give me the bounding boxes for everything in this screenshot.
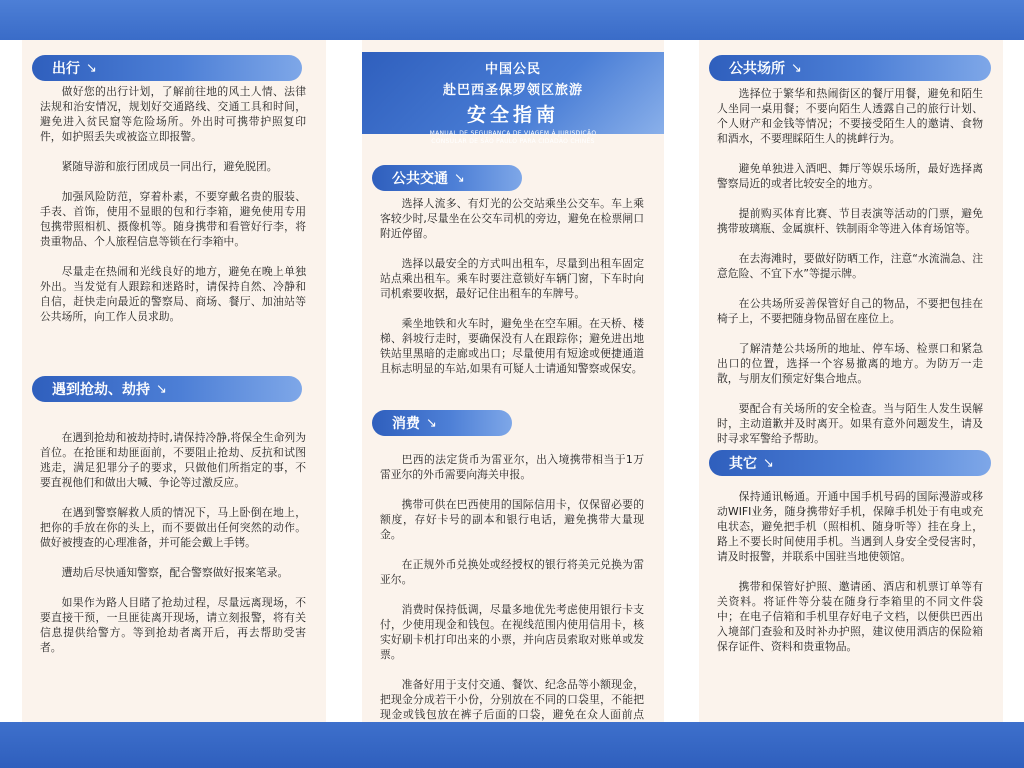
arrow-icon: ↘ <box>791 60 802 76</box>
section-title: 公共场所 <box>729 61 785 77</box>
subtitle-line1: MANUAL DE SEGURANÇA DE VIAGEM À JURISDIÇÃO <box>429 130 597 137</box>
section-header-qiangjie[interactable] <box>32 376 302 402</box>
section-header-chuxing[interactable] <box>32 55 302 81</box>
section-title: 出行 <box>52 61 80 77</box>
paragraph: 选择人流多、有灯光的公交站乘坐公交车。车上乘客较少时,尽量坐在公交车司机的旁边，避免在检票闸口附近停留。 <box>380 197 644 240</box>
paragraph: 做好您的出行计划，了解前往地的风土人情、法律法规和治安情况，规划好交通路线、交通工具和时间，避免进入贫民窟等危险场所。外出时可携带护照复印件，如护照丢失或被盗立即报警。 <box>40 85 306 143</box>
arrow-icon: ↘ <box>426 415 437 431</box>
paragraph: 了解清楚公共场所的地址、停车场、检票口和紧急出口的位置，选择一个容易撤离的地方。为防万一走散，与朋友们预定好集合地点。 <box>717 342 983 385</box>
paragraph: 在去海滩时，要做好防晒工作，注意“水流湍急、注意危险、不宜下水”等提示牌。 <box>717 252 983 280</box>
section-header-gongjiao[interactable] <box>372 165 522 191</box>
paragraph: 携带可供在巴西使用的国际信用卡，仅保留必要的额度，存好卡号的副本和银行电话，避免携带大量现金。 <box>380 498 644 541</box>
paragraph: 选择位于繁华和热闹街区的餐厅用餐，避免和陌生人坐同一桌用餐；不要向陌生人透露自己的旅行计划、个人财产和金钱等情况；不要接受陌生人的邀请、食物和酒水，不要理睬陌生人的挑衅行为。 <box>717 87 983 145</box>
arrow-icon: ↘ <box>156 381 167 397</box>
paragraph: 选择以最安全的方式叫出租车，尽量到出租车固定站点乘出租车。乘车时要注意锁好车辆门窗，下车时向司机索要收据，最好记住出租车的车牌号。 <box>380 257 644 300</box>
section-body-gongjiao <box>362 196 664 391</box>
section-body-gonggong <box>699 86 1003 461</box>
top-band <box>0 0 1024 40</box>
section-body-qita <box>699 489 1003 669</box>
section-body-qiangjie <box>22 430 326 670</box>
paragraph: 乘坐地铁和火车时，避免坐在空车厢。在天桥、楼梯、斜坡行走时，要确保没有人在跟踪你；避免进出地铁站里黑暗的走廊或出口；尽量使用有短途或便捷通道且标志明显的车站,如果有可疑人士请通知警察或保安。 <box>380 317 644 375</box>
arrow-icon: ↘ <box>454 170 465 186</box>
title-line1: 中国公民 <box>484 62 541 77</box>
paragraph: 在遇到警察解救人质的情况下，马上卧倒在地上，把你的手放在你的头上，而不要做出任何突然的动作。做好被搜查的心理准备，并可能会戴上手铐。 <box>40 506 306 549</box>
panel-right <box>699 40 1003 722</box>
paragraph: 加强风险防范，穿着朴素，不要穿戴名贵的服装、手表、首饰，使用不显眼的包和行李箱，避免使用专用包携带照相机、摄像机等。随身携带和看管好行李，将贵重物品、个人旅程信息等锁在行李箱中。 <box>40 190 306 248</box>
paragraph: 巴西的法定货币为雷亚尔，出入境携带相当于1万雷亚尔的外币需要向海关申报。 <box>380 453 644 481</box>
paragraph: 消费时保持低调，尽量多地优先考虑使用银行卡支付，少使用现金和钱包。在视线范围内使用信用卡，核实好刷卡机打印出来的小票，并向店员索取对账单或发票。 <box>380 603 644 661</box>
arrow-icon: ↘ <box>763 455 774 471</box>
paragraph: 准备好用于支付交通、餐饮、纪念品等小额现金，把现金分成若干小份，分别放在不同的口袋里，不能把现金或钱包放在裤子后面的口袋，避免在众人面前点 <box>380 678 644 721</box>
paragraph: 尽量走在热闹和光线良好的地方，避免在晚上单独外出。当发觉有人跟踪和迷路时，请保持自然、冷静和自信，赶快走向最近的警察局、商场、餐厅、加油站等公共场所，向工作人员求助。 <box>40 265 306 323</box>
paragraph: 避免单独进入酒吧、舞厅等娱乐场所，最好选择离警察局近的或者比较安全的地方。 <box>717 162 983 190</box>
paragraph: 紧随导游和旅行团成员一同出行，避免脱团。 <box>61 160 278 173</box>
paragraph: 遭劫后尽快通知警察，配合警察做好报案笔录。 <box>61 566 289 579</box>
section-title: 消费 <box>392 416 420 432</box>
section-title: 其它 <box>729 456 757 472</box>
subtitle-line2: CONSULAR DE SÃO PAULO PARA CIDADÃO CHINÊS <box>431 138 595 145</box>
panel-left <box>22 40 326 722</box>
paragraph: 在正规外币兑换处或经授权的银行将美元兑换为雷亚尔。 <box>380 558 644 586</box>
section-body-xiaofei <box>362 452 664 752</box>
section-header-gonggong[interactable] <box>709 55 991 81</box>
paragraph: 保持通讯畅通。开通中国手机号码的国际漫游或移动WIFI业务，随身携带好手机，保障手机处于有电或充电状态，避免把手机（照相机、随身听等）挂在身上，路上不要长时间使用手机。当遇到人身安全受侵害时，请及时报警，并联系中国驻当地使领馆。 <box>717 490 983 563</box>
title-line2: 赴巴西圣保罗领区旅游 <box>442 83 583 98</box>
title-subtitle <box>362 130 664 146</box>
section-header-xiaofei[interactable] <box>372 410 512 436</box>
panel-center <box>362 40 664 722</box>
section-header-qita[interactable] <box>709 450 991 476</box>
title-block <box>362 52 664 145</box>
paragraph: 要配合有关场所的安全检查。当与陌生人发生误解时，主动道歉并及时离开。如果有意外问题发生，请及时寻求军警给予帮助。 <box>717 402 983 445</box>
title-main: 安全指南 <box>466 104 559 126</box>
paragraph: 在公共场所妥善保管好自己的物品，不要把包挂在椅子上，不要把随身物品留在座位上。 <box>717 297 983 325</box>
bottom-band <box>0 722 1024 768</box>
paragraph: 在遇到抢劫和被劫持时,请保持冷静,将保全生命列为首位。在抢匪和劫匪面前，不要阻止抢劫、反抗和试图逃走，满足犯罪分子的要求，只做他们所指定的事，不要直视他们和做出大喊、争论等过激反应。 <box>40 431 306 489</box>
paragraph: 携带和保管好护照、邀请函、酒店和机票订单等有关资料。将证件等分装在随身行李箱里的不同文件袋中；在电子信箱和手机里存好电子文档，以便供巴西出入境部门查验和及时补办护照，建议使用酒店的保险箱保存证件、资料和贵重物品。 <box>717 580 983 653</box>
section-body-chuxing <box>22 84 326 339</box>
section-title: 遇到抢劫、劫持 <box>52 382 150 398</box>
paragraph: 提前购买体育比赛、节目表演等活动的门票，避免携带玻璃瓶、金属旗杆、铁制雨伞等进入体育场馆等。 <box>717 207 983 235</box>
arrow-icon: ↘ <box>86 60 97 76</box>
section-title: 公共交通 <box>392 171 448 187</box>
paragraph: 如果作为路人目睹了抢劫过程，尽量远离现场，不要直接干预，一旦匪徒离开现场，请立刻报警，将有关信息提供给警方。等到抢劫者离开后，再去帮助受害者。 <box>40 596 306 654</box>
